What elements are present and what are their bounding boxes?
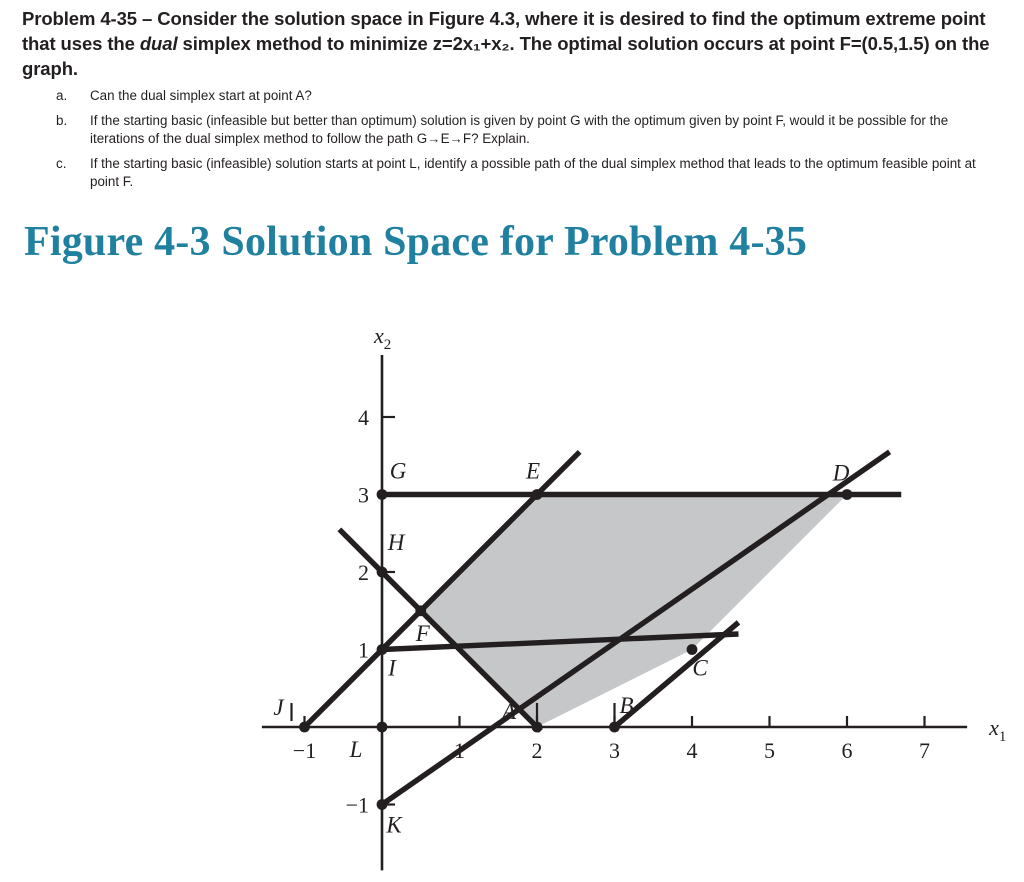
x-axis-tick-label: 6: [841, 738, 853, 763]
sub-question-marker: a.: [56, 88, 68, 104]
problem-sub-questions: [22, 87, 1012, 190]
list-item: [22, 87, 1012, 105]
vertex-label-f: F: [415, 620, 430, 646]
x-axis-tick-label: 2: [531, 738, 543, 763]
y-axis-tick-label: 2: [358, 560, 369, 585]
y-axis-tick-label: 1: [358, 637, 369, 663]
x-axis-tick-label: 7: [919, 738, 930, 763]
problem-stem-pre: Problem 4-35 – Consider the solution space in Figure 4.3, where it is desired to find the optimum extreme point that uses the: [22, 8, 986, 55]
y-axis-tick-label: 3: [358, 482, 369, 508]
vertex-label-j: J: [273, 695, 284, 720]
x-axis-tick-label: 3: [609, 738, 620, 763]
vertex-label-k: K: [386, 812, 402, 838]
list-item: [22, 155, 1012, 191]
y-axis-name: $x_2$: [374, 323, 392, 353]
vertex-label-b: B: [619, 693, 634, 718]
list-item: [22, 112, 1012, 148]
vertex-dot-g: [377, 489, 388, 500]
vertex-label-h: H: [387, 530, 405, 555]
vertex-label-a: A: [501, 699, 517, 724]
vertex-dot-b: [609, 722, 620, 733]
page-title: Figure 4-3 Solution Space for Problem 4-35: [24, 219, 808, 265]
solution-space-graph: [0, 300, 1024, 882]
vertex-dot-f: [415, 605, 426, 616]
sub-question-marker: c.: [56, 155, 67, 171]
y-axis-tick-label: −1: [345, 792, 369, 818]
problem-stem-post: simplex method to minimize z=2x₁+x₂. The optimal solution occurs at point F=(0.5,1.5) on the graph.: [22, 33, 990, 80]
sub-question-text: If the starting basic (infeasible but better than optimum) solution is given by point G with the optimum given by point F, would it be possible for the iterations of the dual simplex method to follow the path G→E→F? Explain.: [90, 113, 949, 147]
vertex-label-c: C: [692, 655, 708, 681]
vertex-dot-h: [377, 567, 388, 578]
problem-stem: [22, 6, 1012, 81]
shaded-feasible-region: [421, 495, 847, 728]
vertex-label-g: G: [389, 458, 407, 484]
vertex-label-l: L: [349, 737, 363, 762]
graph-svg: [0, 300, 1024, 882]
y-axis-tick-label: 4: [358, 405, 369, 430]
x-axis-tick-label: 5: [764, 738, 775, 763]
vertex-dot-e: [532, 489, 543, 500]
x-axis-tick-label: 4: [686, 738, 698, 763]
vertex-label-e: E: [525, 458, 541, 484]
x-axis-name: $x_1$: [989, 715, 1007, 745]
problem-stem-emphasis: dual: [139, 33, 178, 55]
vertex-dot-c: [687, 644, 698, 655]
problem-statement-block: [22, 6, 1012, 198]
sub-question-text: If the starting basic (infeasible) solution starts at point L, identify a possible path of the dual simplex method that leads to the optimum feasible point at point F.: [90, 155, 976, 189]
vertex-dot-k: [377, 799, 388, 810]
vertex-dot-j: [299, 722, 310, 733]
sub-question-text: Can the dual simplex start at point A?: [90, 88, 312, 104]
sub-question-marker: b.: [56, 113, 68, 129]
x-axis-tick-label: −1: [292, 738, 317, 763]
vertex-label-i: I: [388, 655, 396, 681]
vertex-dot-l: [377, 722, 388, 733]
vertex-dot-i: [377, 644, 388, 655]
vertex-dot-d: [842, 489, 853, 500]
vertex-dot-a: [532, 722, 543, 733]
vertex-label-d: D: [832, 460, 850, 486]
x-axis-tick-label: 1: [454, 738, 465, 763]
